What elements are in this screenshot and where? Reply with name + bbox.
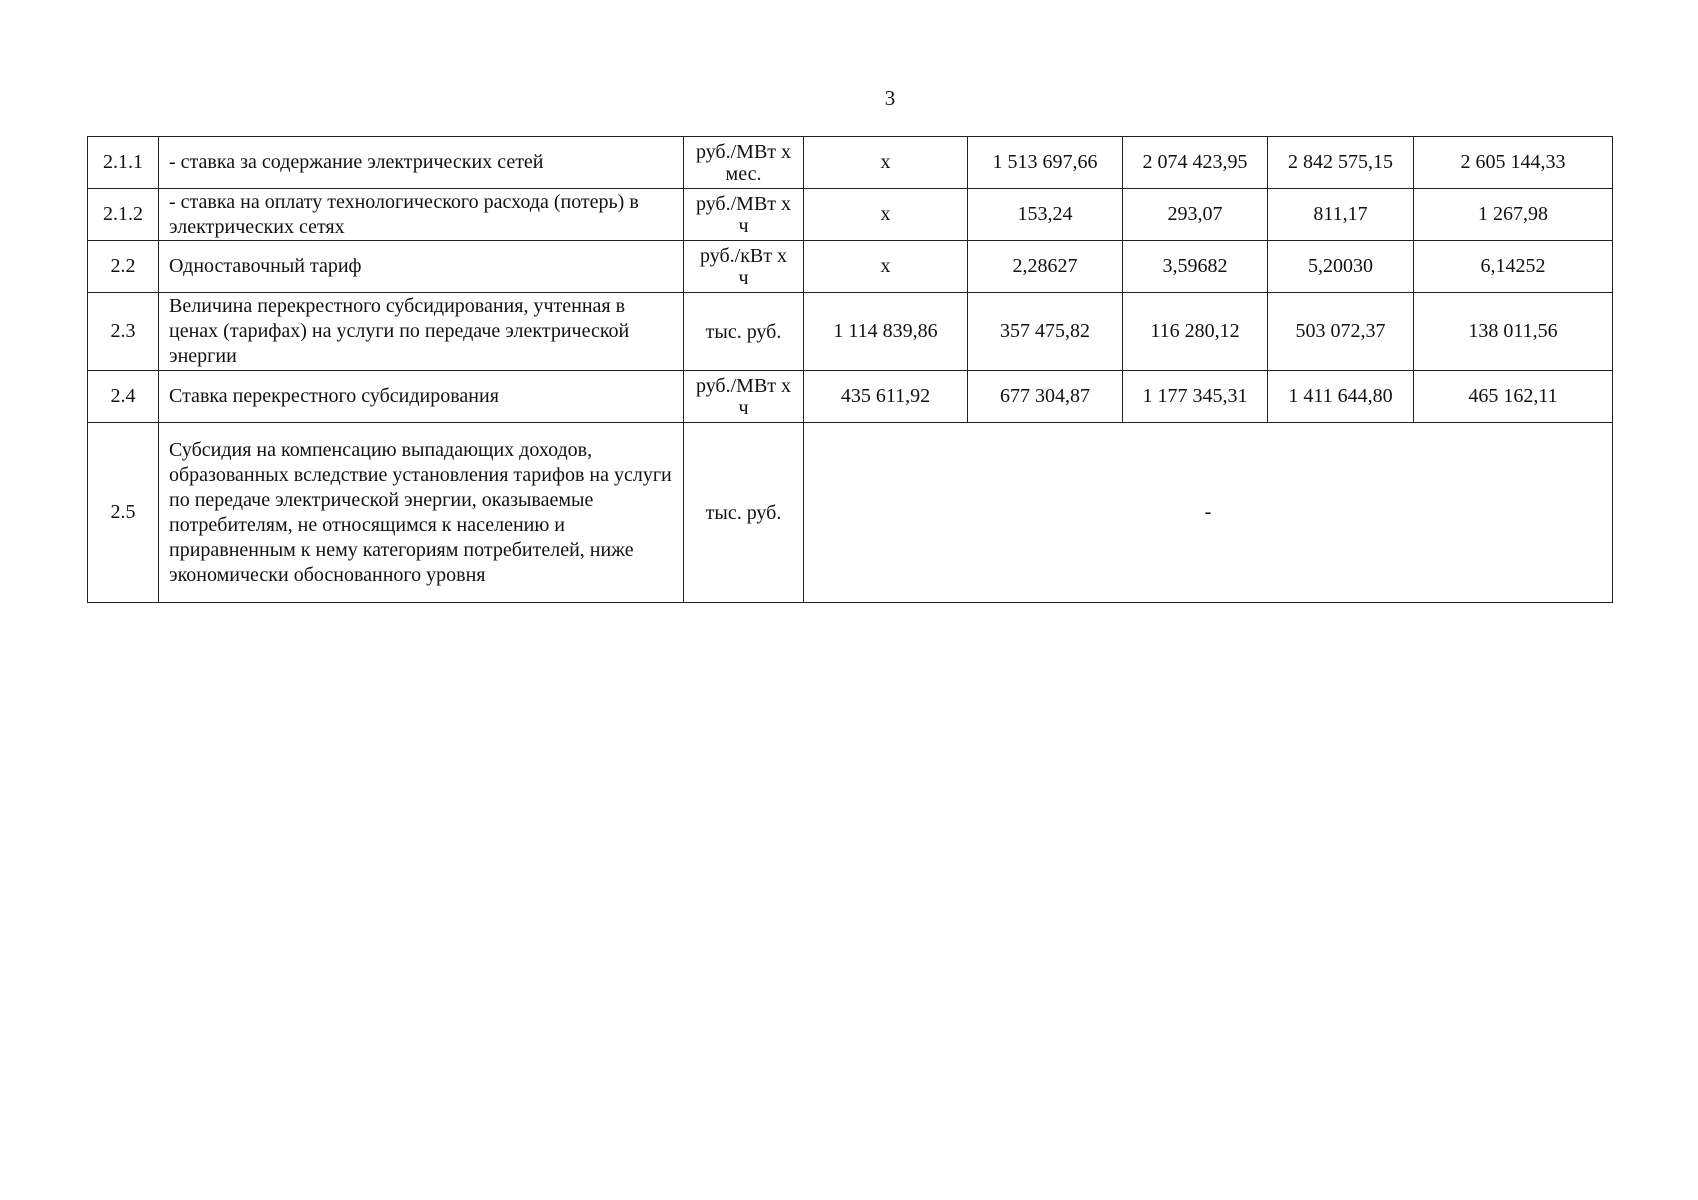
row-number: 2.1.1 <box>88 137 159 189</box>
row-name: Одноставочный тариф <box>159 241 684 293</box>
row-number: 2.3 <box>88 293 159 371</box>
row-name: - ставка за содержание электрических сетей <box>159 137 684 189</box>
table-row <box>88 371 1613 423</box>
table-row <box>88 423 1613 603</box>
value-cell: 138 011,56 <box>1414 293 1613 371</box>
row-number: 2.4 <box>88 371 159 423</box>
row-name: Субсидия на компенсацию выпадающих доходов, образованных вследствие установления тарифов на услуги по передаче электрической энергии, оказываемые потребителям, не относящимся к населению и приравненным к нему категориям потребителей, ниже экономически обоснованного уровня <box>159 423 684 603</box>
row-unit: тыс. руб. <box>684 423 804 603</box>
value-cell: 357 475,82 <box>968 293 1123 371</box>
row-number: 2.2 <box>88 241 159 293</box>
value-cell: 1 114 839,86 <box>804 293 968 371</box>
value-cell: 3,59682 <box>1123 241 1268 293</box>
value-cell: 1 267,98 <box>1414 189 1613 241</box>
value-cell: х <box>804 189 968 241</box>
value-cell: 1 411 644,80 <box>1268 371 1414 423</box>
merged-value-cell: - <box>804 423 1613 603</box>
value-cell: 435 611,92 <box>804 371 968 423</box>
row-number: 2.1.2 <box>88 189 159 241</box>
row-unit: руб./кВт х ч <box>684 241 804 293</box>
row-unit: руб./МВт х мес. <box>684 137 804 189</box>
table-row <box>88 189 1613 241</box>
row-number: 2.5 <box>88 423 159 603</box>
value-cell: 1 177 345,31 <box>1123 371 1268 423</box>
value-cell: 116 280,12 <box>1123 293 1268 371</box>
value-cell: 465 162,11 <box>1414 371 1613 423</box>
value-cell: 2 074 423,95 <box>1123 137 1268 189</box>
value-cell: 677 304,87 <box>968 371 1123 423</box>
row-name: Ставка перекрестного субсидирования <box>159 371 684 423</box>
table-row <box>88 293 1613 371</box>
value-cell: 811,17 <box>1268 189 1414 241</box>
row-name: - ставка на оплату технологического расхода (потерь) в электрических сетях <box>159 189 684 241</box>
tariff-table <box>87 136 1613 603</box>
value-cell: 5,20030 <box>1268 241 1414 293</box>
table-row <box>88 241 1613 293</box>
value-cell: 2 842 575,15 <box>1268 137 1414 189</box>
value-cell: 2,28627 <box>968 241 1123 293</box>
value-cell: х <box>804 241 968 293</box>
value-cell: 503 072,37 <box>1268 293 1414 371</box>
value-cell: 2 605 144,33 <box>1414 137 1613 189</box>
value-cell: 6,14252 <box>1414 241 1613 293</box>
row-unit: руб./МВт х ч <box>684 371 804 423</box>
value-cell: 1 513 697,66 <box>968 137 1123 189</box>
value-cell: 293,07 <box>1123 189 1268 241</box>
row-unit: тыс. руб. <box>684 293 804 371</box>
table-row <box>88 137 1613 189</box>
page-number: 3 <box>884 86 896 110</box>
row-name: Величина перекрестного субсидирования, учтенная в ценах (тарифах) на услуги по передаче электрической энергии <box>159 293 684 371</box>
value-cell: х <box>804 137 968 189</box>
row-unit: руб./МВт х ч <box>684 189 804 241</box>
value-cell: 153,24 <box>968 189 1123 241</box>
